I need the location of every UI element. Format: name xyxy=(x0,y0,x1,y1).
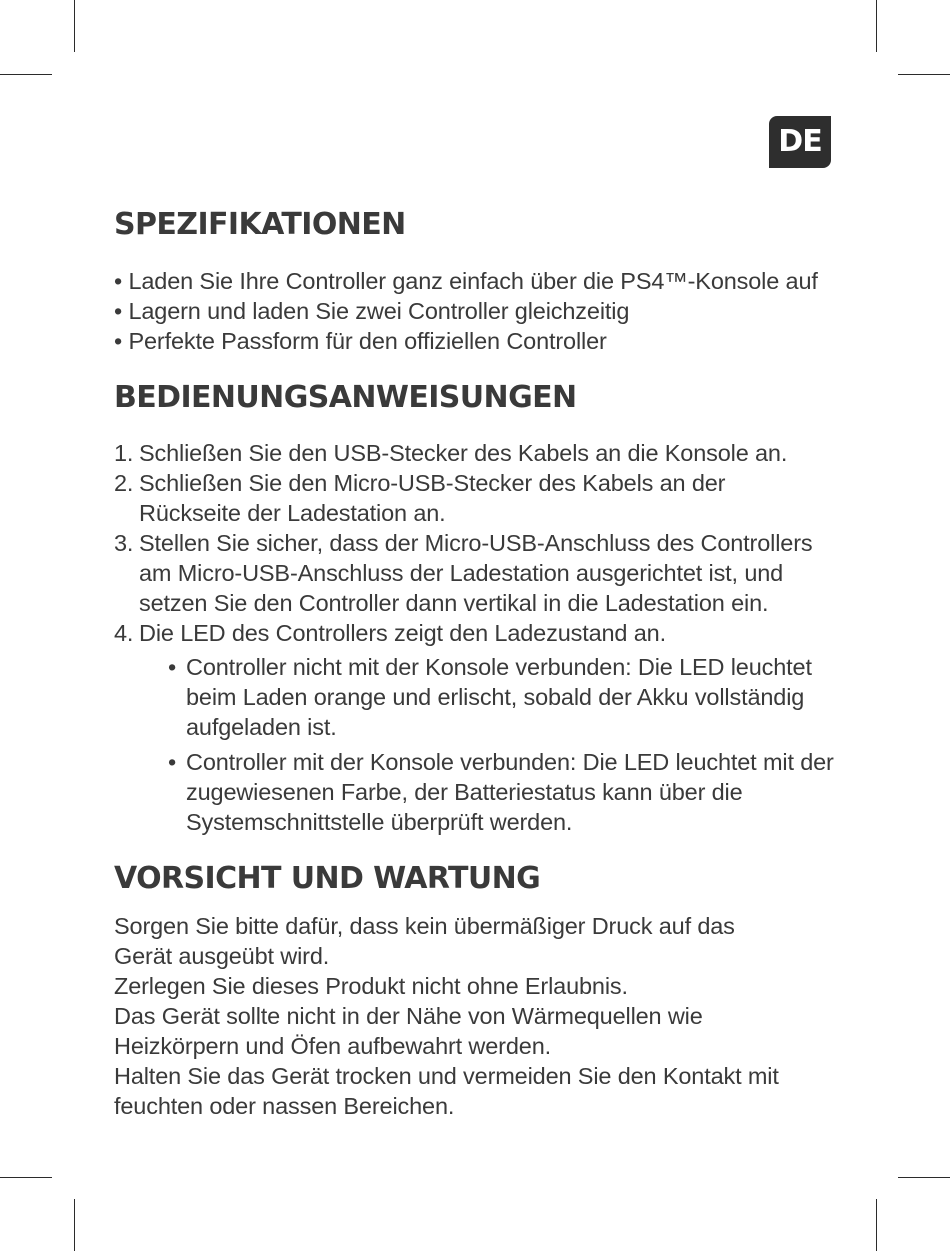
step-text-line: Rückseite der Ladestation an. xyxy=(139,500,446,526)
care-paragraph: Sorgen Sie bitte dafür, dass kein übermäßiger Druck auf das Gerät ausgeübt wird. xyxy=(114,913,735,969)
led-status-item xyxy=(168,747,844,837)
specifications-list xyxy=(114,266,818,356)
specification-item: • Laden Sie Ihre Controller ganz einfach über die PS4™-Konsole auf xyxy=(114,268,818,294)
led-status-item xyxy=(168,652,844,742)
care-paragraph: Halten Sie das Gerät trocken und vermeiden Sie den Kontakt mit feuchten oder nassen Bereichen. xyxy=(114,1063,779,1119)
crop-mark-top-left-horizontal xyxy=(0,74,52,75)
crop-mark-bottom-right-vertical xyxy=(876,1199,877,1251)
crop-mark-bottom-left-vertical xyxy=(74,1199,75,1251)
care-paragraph: Zerlegen Sie dieses Produkt nicht ohne Erlaubnis. xyxy=(114,973,628,999)
step-number: 3. xyxy=(114,530,134,556)
crop-mark-bottom-left-horizontal xyxy=(0,1177,52,1178)
crop-mark-top-right-horizontal xyxy=(898,74,950,75)
crop-mark-top-left-vertical xyxy=(74,0,75,52)
step-text xyxy=(139,528,844,618)
care-heading: VORSICHT UND WARTUNG xyxy=(114,861,541,896)
step-number: 1. xyxy=(114,440,134,466)
step-text: Schließen Sie den USB-Stecker des Kabels an die Konsole an. xyxy=(139,440,788,466)
care-text xyxy=(114,911,844,1121)
instruction-step xyxy=(114,468,844,528)
step-text: Die LED des Controllers zeigt den Ladezustand an. xyxy=(139,620,666,646)
instruction-step xyxy=(114,438,844,468)
care-paragraph: Das Gerät sollte nicht in der Nähe von Wärmequellen wie Heizkörpern und Öfen aufbewahrt werden. xyxy=(114,1003,703,1059)
instruction-step xyxy=(114,618,844,648)
step-number: 4. xyxy=(114,620,134,646)
specification-item: • Lagern und laden Sie zwei Controller gleichzeitig xyxy=(114,298,630,324)
step-text-line: setzen Sie den Controller dann vertikal in die Ladestation ein. xyxy=(139,590,769,616)
step-text-line: Schließen Sie den Micro-USB-Stecker des Kabels an der xyxy=(139,470,726,496)
step-number: 2. xyxy=(114,470,134,496)
led-status-list xyxy=(168,652,844,842)
instruction-step xyxy=(114,528,844,618)
step-text xyxy=(139,468,844,528)
specifications-heading: SPEZIFIKATIONEN xyxy=(114,207,406,242)
step-text-line: Stellen Sie sicher, dass der Micro-USB-Anschluss des Controllers xyxy=(139,530,813,556)
crop-mark-top-right-vertical xyxy=(876,0,877,52)
specification-item: • Perfekte Passform für den offiziellen Controller xyxy=(114,328,607,354)
led-status-text: Controller mit der Konsole verbunden: Die LED leuchtet mit der zugewiesenen Farbe, der Batteriestatus kann über die Systemschnittstelle überprüft werden. xyxy=(186,749,834,835)
crop-mark-bottom-right-horizontal xyxy=(898,1177,950,1178)
step-text-line: am Micro-USB-Anschluss der Ladestation ausgerichtet ist, und xyxy=(139,560,784,586)
instructions-steps xyxy=(114,438,844,648)
language-badge: DE xyxy=(769,116,831,168)
instructions-heading: BEDIENUNGSANWEISUNGEN xyxy=(114,380,577,415)
bullet: • xyxy=(168,654,177,680)
led-status-text: Controller nicht mit der Konsole verbunden: Die LED leuchtet beim Laden orange und erlischt, sobald der Akku vollständig aufgeladen ist. xyxy=(186,654,812,740)
bullet: • xyxy=(168,749,177,775)
